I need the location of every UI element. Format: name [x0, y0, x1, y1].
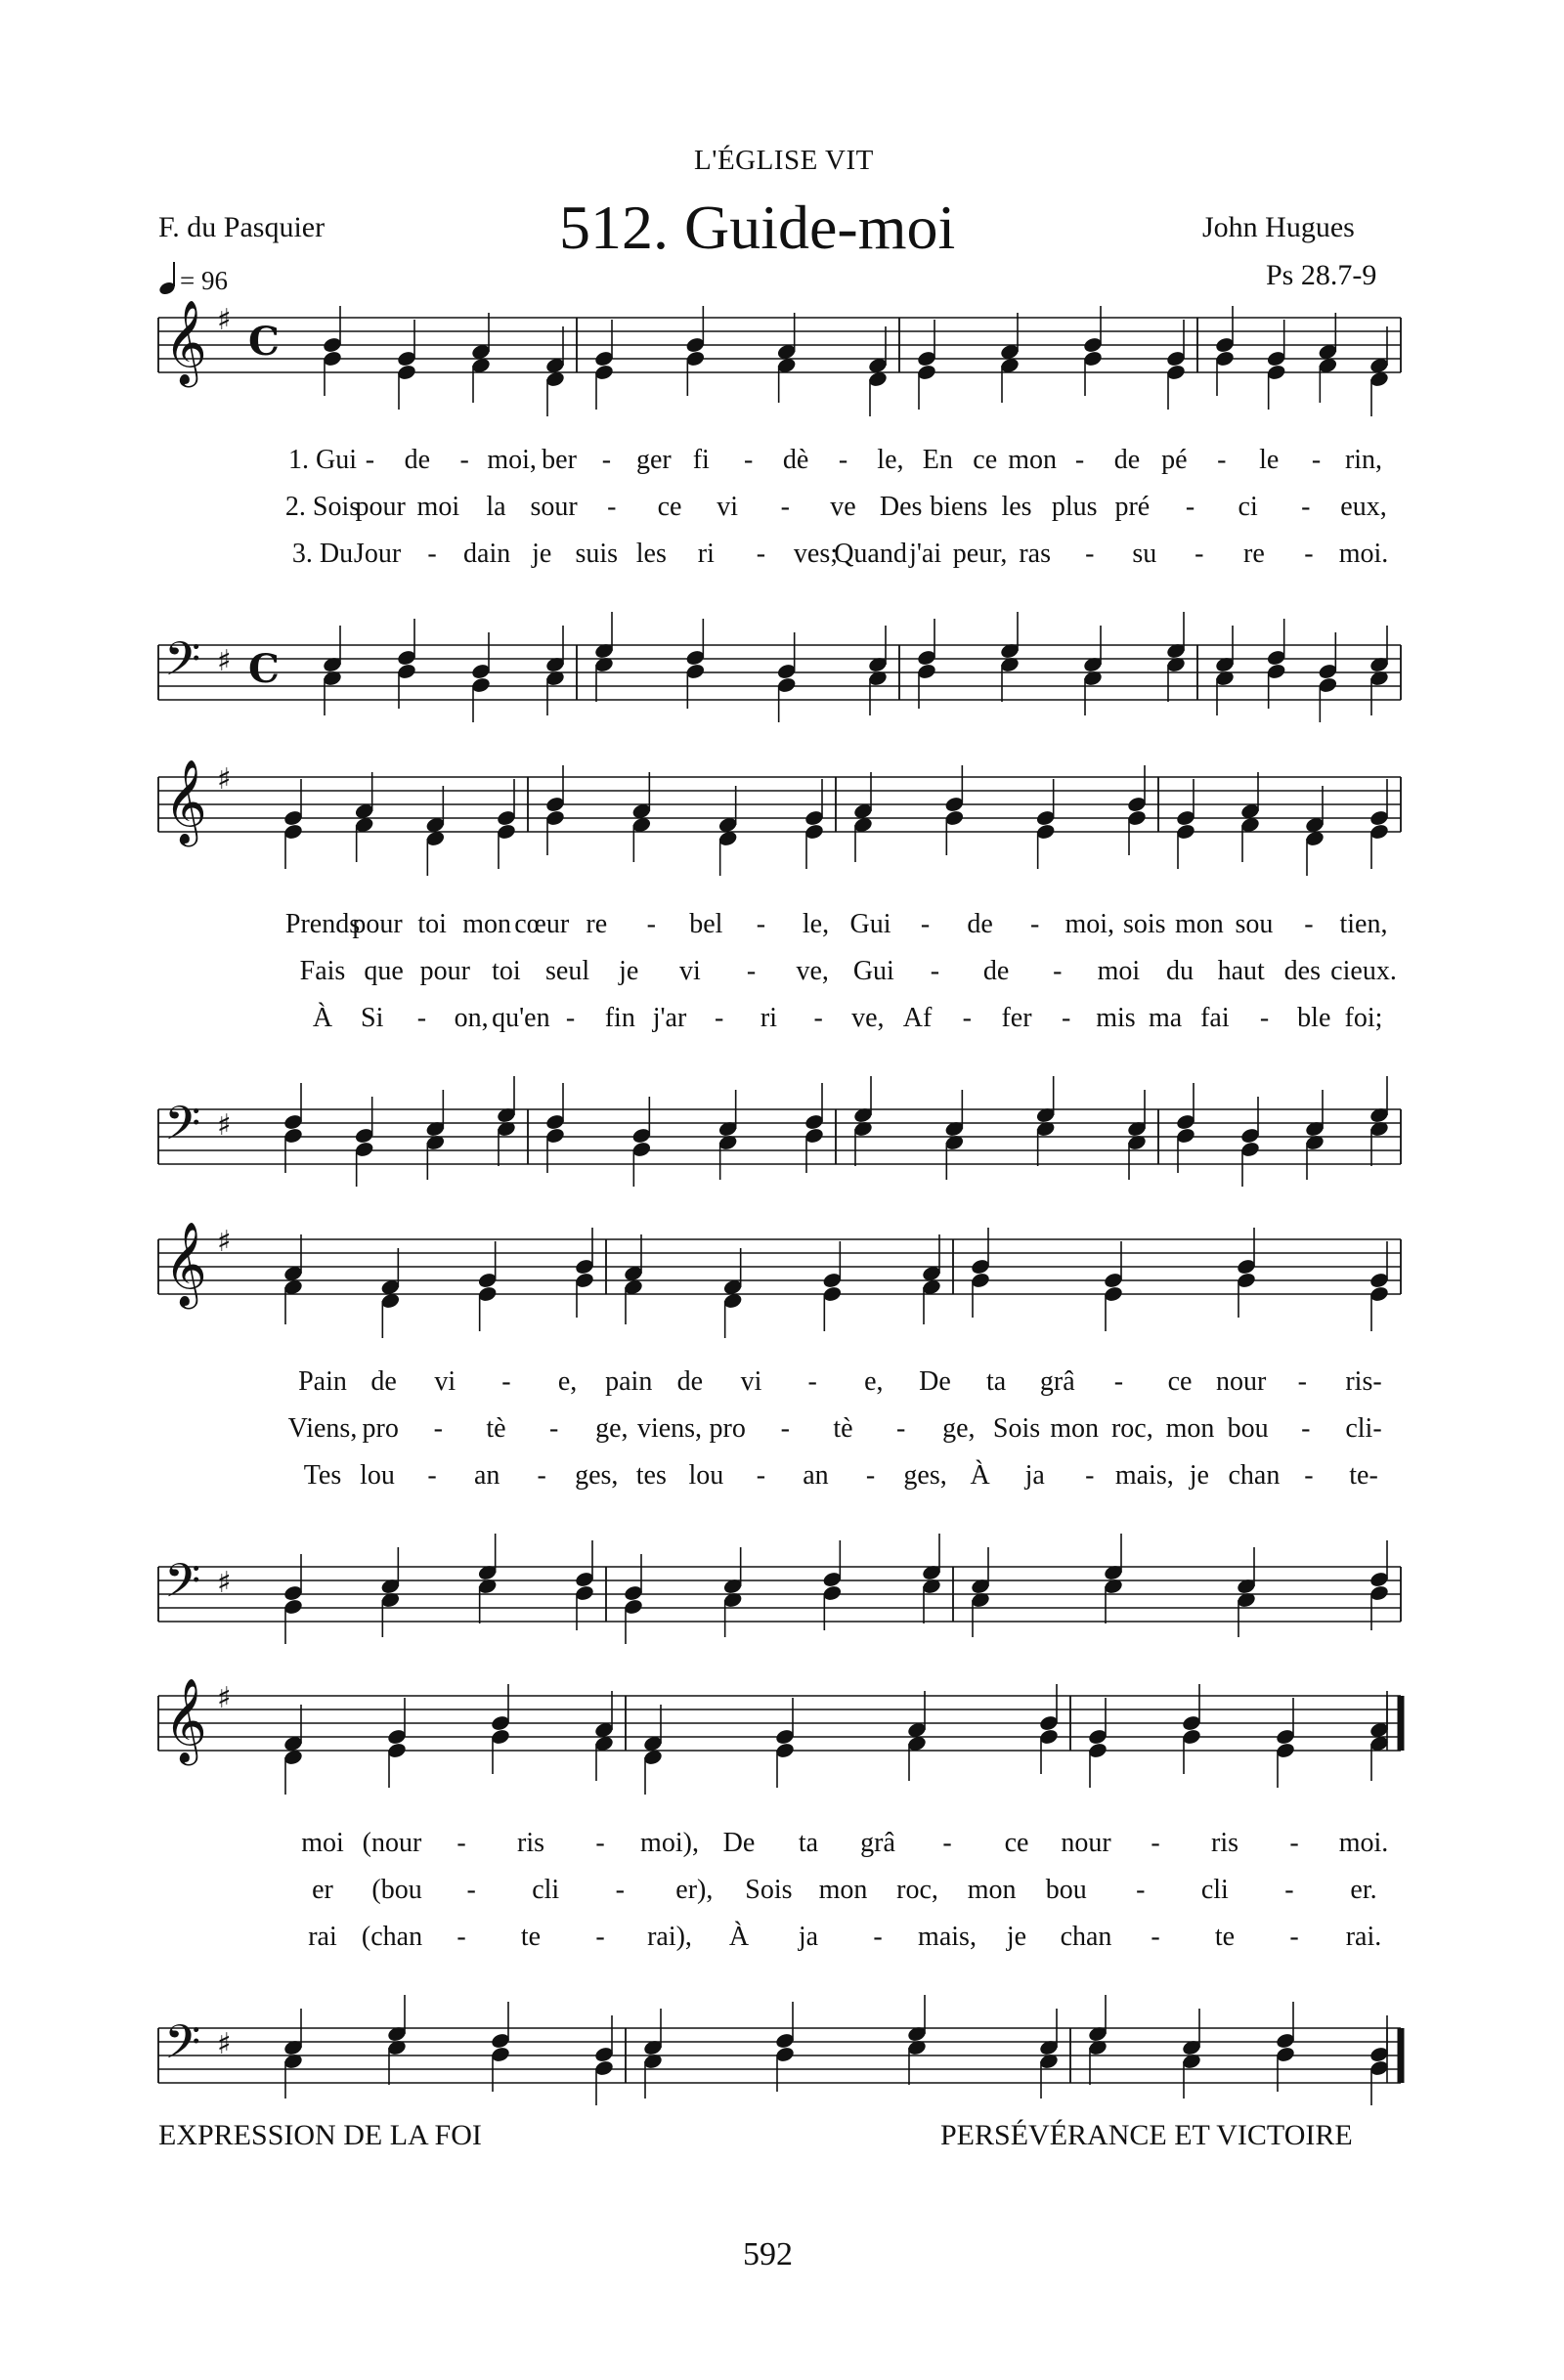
syllable-hyphen: -: [1030, 909, 1040, 939]
bass-clef-icon: 𝄢: [164, 1096, 201, 1162]
lyric-syllable: fai: [1200, 1003, 1230, 1033]
lyric-syllable: Prends: [284, 909, 361, 939]
syllable-hyphen: -: [615, 1875, 625, 1905]
lyric-syllable: re: [1243, 539, 1265, 569]
syllable-hyphen: -: [1185, 492, 1195, 522]
lyric-syllable: Jour: [353, 539, 402, 569]
lyric-syllable: pour: [419, 956, 470, 986]
lyric-syllable: mis: [1096, 1003, 1136, 1033]
lyric-syllable: roc,: [1110, 1413, 1153, 1444]
lyric-syllable: sour: [530, 492, 578, 522]
lyric-syllable: moi,: [1064, 909, 1115, 939]
lyric-syllable: plus: [1051, 492, 1098, 522]
lyric-syllable: ce: [657, 492, 682, 522]
lyric-syllable: lou: [688, 1460, 724, 1491]
syllable-hyphen: -: [548, 1413, 559, 1444]
lyric-syllable: tè: [486, 1413, 506, 1444]
section-heading: L'ÉGLISE VIT: [694, 145, 874, 176]
lyric-syllable: mon: [1008, 445, 1058, 475]
lyric-syllable: moi),: [640, 1828, 699, 1858]
lyric-syllable: Gui: [852, 956, 894, 986]
lyric-syllable: (chan: [361, 1922, 423, 1952]
syllable-hyphen: -: [780, 492, 790, 522]
syllable-hyphen: -: [1284, 1875, 1294, 1905]
syllable-hyphen: -: [813, 1003, 823, 1033]
lyric-syllable: tien,: [1339, 909, 1388, 939]
syllable-hyphen: -: [1301, 1413, 1311, 1444]
syllable-hyphen: -: [646, 909, 656, 939]
syllable-hyphen: -: [456, 1922, 466, 1952]
lyric-syllable: qu'en: [492, 1003, 550, 1033]
syllable-hyphen: -: [466, 1875, 476, 1905]
lyric-syllable: ve,: [796, 956, 829, 986]
lyric-syllable: sou: [1235, 909, 1274, 939]
syllable-hyphen: -: [1304, 909, 1314, 939]
lyric-syllable: je: [1189, 1460, 1209, 1491]
syllable-hyphen: -: [1301, 492, 1311, 522]
lyric-syllable: les: [635, 539, 667, 569]
lyric-syllable: ce: [1004, 1828, 1029, 1858]
lyric-syllable: eux,: [1340, 492, 1387, 522]
lyric-syllable: er),: [675, 1875, 714, 1905]
syllable-hyphen: -: [838, 445, 848, 475]
lyric-syllable: mon: [1050, 1413, 1100, 1444]
lyric-syllable: Sois: [992, 1413, 1041, 1444]
lyric-syllable: cli-: [1345, 1413, 1382, 1444]
bass-staff-2: [0, 1075, 1564, 1192]
lyric-syllable: te: [520, 1922, 542, 1952]
syllable-hyphen: -: [1289, 1922, 1299, 1952]
composer-credit: John Hugues: [1202, 211, 1355, 243]
lyric-syllable: sois: [1122, 909, 1166, 939]
lyric-syllable: chan: [1228, 1460, 1281, 1491]
lyric-syllable: e,: [864, 1366, 884, 1397]
syllable-hyphen: -: [865, 1460, 876, 1491]
lyric-syllable: j'ai: [909, 539, 942, 569]
sharp-key-signature-icon: ♯: [217, 1566, 232, 1600]
lyric-syllable: ri: [697, 539, 715, 569]
lyric-syllable: an: [803, 1460, 829, 1491]
syllable-hyphen: -: [1304, 1460, 1314, 1491]
lyric-syllable: Viens,: [287, 1413, 358, 1444]
lyric-syllable: mon: [818, 1875, 868, 1905]
lyrics-system2-verse3: [0, 1003, 1564, 1036]
lyric-syllable: rai.: [1345, 1922, 1382, 1952]
syllable-hyphen: -: [962, 1003, 972, 1033]
lyric-syllable: seul: [545, 956, 590, 986]
lyric-syllable: À: [970, 1460, 990, 1491]
syllable-hyphen: -: [1085, 1460, 1095, 1491]
lyric-syllable: Pain: [298, 1366, 347, 1397]
lyric-syllable: En: [922, 445, 953, 475]
lyric-syllable: biens: [930, 492, 988, 522]
lyric-syllable: bou: [1045, 1875, 1087, 1905]
lyric-syllable: le: [1259, 445, 1280, 475]
lyric-syllable: er.: [1350, 1875, 1377, 1905]
sharp-key-signature-icon: ♯: [217, 762, 232, 797]
lyric-syllable: chan: [1060, 1922, 1112, 1952]
lyric-syllable: À: [728, 1922, 750, 1952]
lyric-syllable: Quand: [834, 539, 907, 569]
syllable-hyphen: -: [416, 1003, 427, 1033]
lyric-syllable: bel: [689, 909, 723, 939]
lyrics-system3-verse3: [0, 1460, 1564, 1493]
syllable-hyphen: -: [537, 1460, 546, 1491]
lyric-syllable: je: [619, 956, 639, 986]
lyric-syllable: moi.: [1338, 1828, 1389, 1858]
lyric-syllable: moi.: [1338, 539, 1389, 569]
tempo-value: = 96: [180, 266, 228, 295]
lyric-syllable: de: [967, 909, 993, 939]
lyric-syllable: je: [1006, 1922, 1027, 1952]
lyrics-system3-verse1: [0, 1366, 1564, 1400]
lyric-syllable: moi: [301, 1828, 344, 1858]
syllable-hyphen: -: [595, 1922, 605, 1952]
lyric-syllable: À: [312, 1003, 333, 1033]
lyric-syllable: ris: [517, 1828, 544, 1858]
sharp-key-signature-icon: ♯: [217, 303, 232, 337]
lyric-syllable: moi,: [487, 445, 537, 475]
syllable-hyphen: -: [807, 1366, 817, 1397]
lyric-syllable: nour: [1216, 1366, 1267, 1397]
lyric-syllable: tes: [635, 1460, 667, 1491]
lyric-syllable: pé: [1161, 445, 1188, 475]
syllable-hyphen: -: [365, 445, 375, 475]
lyric-syllable: pro: [362, 1413, 399, 1444]
lyric-syllable: suis: [575, 539, 619, 569]
treble-clef-icon: 𝄞: [164, 1222, 207, 1306]
lyric-syllable: Af: [902, 1003, 933, 1033]
lyric-syllable: rai: [308, 1922, 337, 1952]
lyric-syllable: ves;: [793, 539, 839, 569]
lyric-syllable: Gui: [849, 909, 891, 939]
lyric-syllable: toi: [492, 956, 521, 986]
lyric-syllable: pour: [355, 492, 406, 522]
lyric-syllable: mais,: [918, 1922, 977, 1952]
lyric-syllable: les: [1001, 492, 1032, 522]
lyric-syllable: ges,: [903, 1460, 947, 1491]
lyric-syllable: Si: [361, 1003, 384, 1033]
treble-staff-2: [0, 743, 1564, 860]
bass-staff-1: [0, 611, 1564, 728]
bass-staff-3: [0, 1533, 1564, 1650]
syllable-hyphen: -: [1311, 445, 1322, 475]
lyric-syllable: ris-: [1345, 1366, 1382, 1397]
treble-clef-icon: 𝄞: [164, 759, 207, 844]
lyric-syllable: ta: [986, 1366, 1007, 1397]
treble-staff-4: [0, 1662, 1564, 1779]
sharp-key-signature-icon: ♯: [217, 1681, 232, 1715]
syllable-hyphen: -: [607, 492, 617, 522]
lyric-syllable: mon: [462, 909, 512, 939]
lyric-syllable: fer: [1001, 1003, 1032, 1033]
page-number: 592: [743, 2236, 793, 2272]
lyrics-system2-verse2: [0, 956, 1564, 989]
lyrics-system1-verse1: [0, 445, 1564, 478]
common-time-signature: C: [248, 319, 280, 365]
lyrics-system2-verse1: [0, 909, 1564, 942]
lyric-syllable: Des: [879, 492, 923, 522]
lyric-syllable: bou: [1227, 1413, 1269, 1444]
syllable-hyphen: -: [1085, 539, 1095, 569]
syllable-hyphen: -: [1151, 1922, 1160, 1952]
syllable-hyphen: -: [601, 445, 612, 475]
lyric-syllable: le,: [877, 445, 904, 475]
syllable-hyphen: -: [1053, 956, 1063, 986]
lyric-syllable: 2. Sois: [284, 492, 361, 522]
lyric-syllable: ve,: [851, 1003, 885, 1033]
lyric-syllable: tè: [833, 1413, 853, 1444]
lyric-syllable: 1. Gui: [288, 445, 357, 475]
lyric-syllable: toi: [417, 909, 447, 939]
lyrics-system3-verse2: [0, 1413, 1564, 1447]
lyric-syllable: ci: [1238, 492, 1258, 522]
lyric-syllable: rin,: [1344, 445, 1383, 475]
lyric-syllable: nour: [1061, 1828, 1111, 1858]
lyric-syllable: Fais: [299, 956, 346, 986]
lyric-syllable: vi: [434, 1366, 456, 1397]
lyric-syllable: peur,: [952, 539, 1008, 569]
lyric-syllable: ma: [1149, 1003, 1183, 1033]
bass-clef-icon: 𝄢: [164, 631, 201, 698]
lyric-syllable: ve: [830, 492, 856, 522]
lyric-syllable: cieux.: [1330, 956, 1397, 986]
lyric-syllable: vi: [740, 1366, 762, 1397]
syllable-hyphen: -: [895, 1413, 906, 1444]
common-time-signature: C: [248, 646, 280, 692]
lyric-syllable: cœur: [514, 909, 570, 939]
lyric-syllable: de: [1113, 445, 1141, 475]
lyric-syllable: fin: [604, 1003, 635, 1033]
lyric-syllable: cli: [532, 1875, 560, 1905]
lyric-syllable: pour: [352, 909, 403, 939]
bass-clef-icon: 𝄢: [164, 1553, 201, 1620]
lyrics-system4-verse1: [0, 1828, 1564, 1861]
lyric-syllable: (nour: [362, 1828, 422, 1858]
lyric-syllable: 3. Du: [291, 539, 354, 569]
lyric-syllable: ri: [760, 1003, 777, 1033]
treble-clef-icon: 𝄞: [164, 300, 207, 384]
syllable-hyphen: -: [427, 1460, 437, 1491]
syllable-hyphen: -: [1195, 539, 1204, 569]
syllable-hyphen: -: [1289, 1828, 1299, 1858]
lyric-syllable: ge,: [595, 1413, 629, 1444]
lyric-syllable: vi: [717, 492, 739, 522]
lyric-syllable: que: [364, 956, 404, 986]
syllable-hyphen: -: [873, 1922, 883, 1952]
bass-staff-4: [0, 1994, 1564, 2111]
sharp-key-signature-icon: ♯: [217, 1225, 232, 1259]
lyric-syllable: de: [982, 956, 1010, 986]
syllable-hyphen: -: [744, 445, 754, 475]
syllable-hyphen: -: [1304, 539, 1314, 569]
syllable-hyphen: -: [565, 1003, 576, 1033]
lyric-syllable: te: [1214, 1922, 1236, 1952]
lyric-syllable: ta: [798, 1828, 819, 1858]
syllable-hyphen: -: [756, 909, 766, 939]
lyrics-system4-verse2: [0, 1875, 1564, 1908]
lyric-syllable: du: [1166, 956, 1195, 986]
treble-clef-icon: 𝄞: [164, 1678, 207, 1762]
lyric-syllable: fi: [692, 445, 710, 475]
lyric-syllable: (bou: [371, 1875, 422, 1905]
syllable-hyphen: -: [715, 1003, 724, 1033]
treble-staff-1: [0, 283, 1564, 401]
syllable-hyphen: -: [459, 445, 469, 475]
treble-staff-3: [0, 1205, 1564, 1322]
lyric-syllable: la: [486, 492, 506, 522]
lyric-syllable: foi;: [1344, 1003, 1383, 1033]
lyrics-system1-verse3: [0, 539, 1564, 572]
lyric-syllable: lou: [360, 1460, 395, 1491]
lyric-syllable: haut: [1217, 956, 1265, 986]
lyric-syllable: mon: [967, 1875, 1017, 1905]
syllable-hyphen: -: [746, 956, 757, 986]
lyric-syllable: moi: [416, 492, 460, 522]
syllable-hyphen: -: [456, 1828, 466, 1858]
lyric-syllable: ge,: [942, 1413, 976, 1444]
lyric-syllable: de: [404, 445, 431, 475]
lyric-syllable: cli: [1200, 1875, 1229, 1905]
lyric-syllable: pré: [1114, 492, 1151, 522]
lyric-syllable: re: [586, 909, 608, 939]
lyric-syllable: de: [370, 1366, 397, 1397]
syllable-hyphen: -: [756, 539, 766, 569]
lyric-syllable: mais,: [1114, 1460, 1174, 1491]
scripture-reference: Ps 28.7-9: [1266, 259, 1377, 291]
syllable-hyphen: -: [780, 1413, 790, 1444]
lyric-syllable: e,: [557, 1366, 578, 1397]
syllable-hyphen: -: [920, 909, 931, 939]
syllable-hyphen: -: [1151, 1828, 1160, 1858]
lyric-syllable: je: [532, 539, 552, 569]
lyric-syllable: mon: [1165, 1413, 1215, 1444]
lyric-syllable: on,: [454, 1003, 489, 1033]
lyric-syllable: er: [312, 1875, 333, 1905]
syllable-hyphen: -: [1217, 445, 1227, 475]
sharp-key-signature-icon: ♯: [217, 1108, 232, 1143]
hymn-title: 512. Guide-moi: [559, 193, 956, 262]
lyric-syllable: ble: [1297, 1003, 1331, 1033]
footer-category-left: EXPRESSION DE LA FOI: [158, 2119, 482, 2151]
lyric-syllable: ja: [798, 1922, 819, 1952]
lyric-syllable: pain: [605, 1366, 653, 1397]
lyric-syllable: Sois: [745, 1875, 793, 1905]
lyric-syllable: le,: [802, 909, 830, 939]
syllable-hyphen: -: [1136, 1875, 1146, 1905]
syllable-hyphen: -: [1297, 1366, 1308, 1397]
lyric-syllable: dain: [463, 539, 511, 569]
syllable-hyphen: -: [756, 1460, 766, 1491]
syllable-hyphen: -: [433, 1413, 443, 1444]
lyric-syllable: j'ar: [652, 1003, 687, 1033]
lyric-syllable: mon: [1174, 909, 1224, 939]
lyric-syllable: ce: [973, 445, 998, 475]
syllable-hyphen: -: [501, 1366, 511, 1397]
lyrics-system1-verse2: [0, 492, 1564, 525]
sharp-key-signature-icon: ♯: [217, 644, 232, 678]
lyric-syllable: de: [676, 1366, 704, 1397]
syllable-hyphen: -: [930, 956, 940, 986]
lyric-syllable: pro: [709, 1413, 746, 1444]
syllable-hyphen: -: [427, 539, 437, 569]
syllable-hyphen: -: [595, 1828, 605, 1858]
lyric-syllable: rai),: [647, 1922, 692, 1952]
syllable-hyphen: -: [1259, 1003, 1270, 1033]
lyric-syllable: ger: [635, 445, 672, 475]
lyric-syllable: viens,: [636, 1413, 703, 1444]
syllable-hyphen: -: [1062, 1003, 1071, 1033]
lyric-syllable: roc,: [896, 1875, 938, 1905]
lyric-syllable: grâ: [860, 1828, 895, 1858]
lyric-syllable: ras: [1019, 539, 1051, 569]
syllable-hyphen: -: [1113, 1366, 1124, 1397]
lyrics-system4-verse3: [0, 1922, 1564, 1955]
lyric-syllable: vi: [678, 956, 701, 986]
syllable-hyphen: -: [942, 1828, 952, 1858]
lyricist-credit: F. du Pasquier: [158, 211, 326, 243]
lyric-syllable: des: [1283, 956, 1322, 986]
lyric-syllable: grâ: [1039, 1366, 1075, 1397]
lyric-syllable: De: [919, 1366, 951, 1397]
sharp-key-signature-icon: ♯: [217, 2027, 232, 2061]
lyric-syllable: ges,: [575, 1460, 619, 1491]
lyric-syllable: ja: [1024, 1460, 1045, 1491]
lyric-syllable: an: [473, 1460, 500, 1491]
lyric-syllable: De: [722, 1828, 756, 1858]
lyric-syllable: Tes: [303, 1460, 342, 1491]
lyric-syllable: ce: [1167, 1366, 1193, 1397]
lyric-syllable: dè: [782, 445, 809, 475]
lyric-syllable: ber: [542, 445, 577, 475]
syllable-hyphen: -: [1074, 445, 1085, 475]
lyric-syllable: ris: [1211, 1828, 1238, 1858]
lyric-syllable: su: [1132, 539, 1157, 569]
footer-category-right: PERSÉVÉRANCE ET VICTOIRE: [940, 2119, 1353, 2151]
lyric-syllable: te-: [1349, 1460, 1378, 1491]
bass-clef-icon: 𝄢: [164, 2014, 201, 2081]
lyric-syllable: moi: [1097, 956, 1141, 986]
